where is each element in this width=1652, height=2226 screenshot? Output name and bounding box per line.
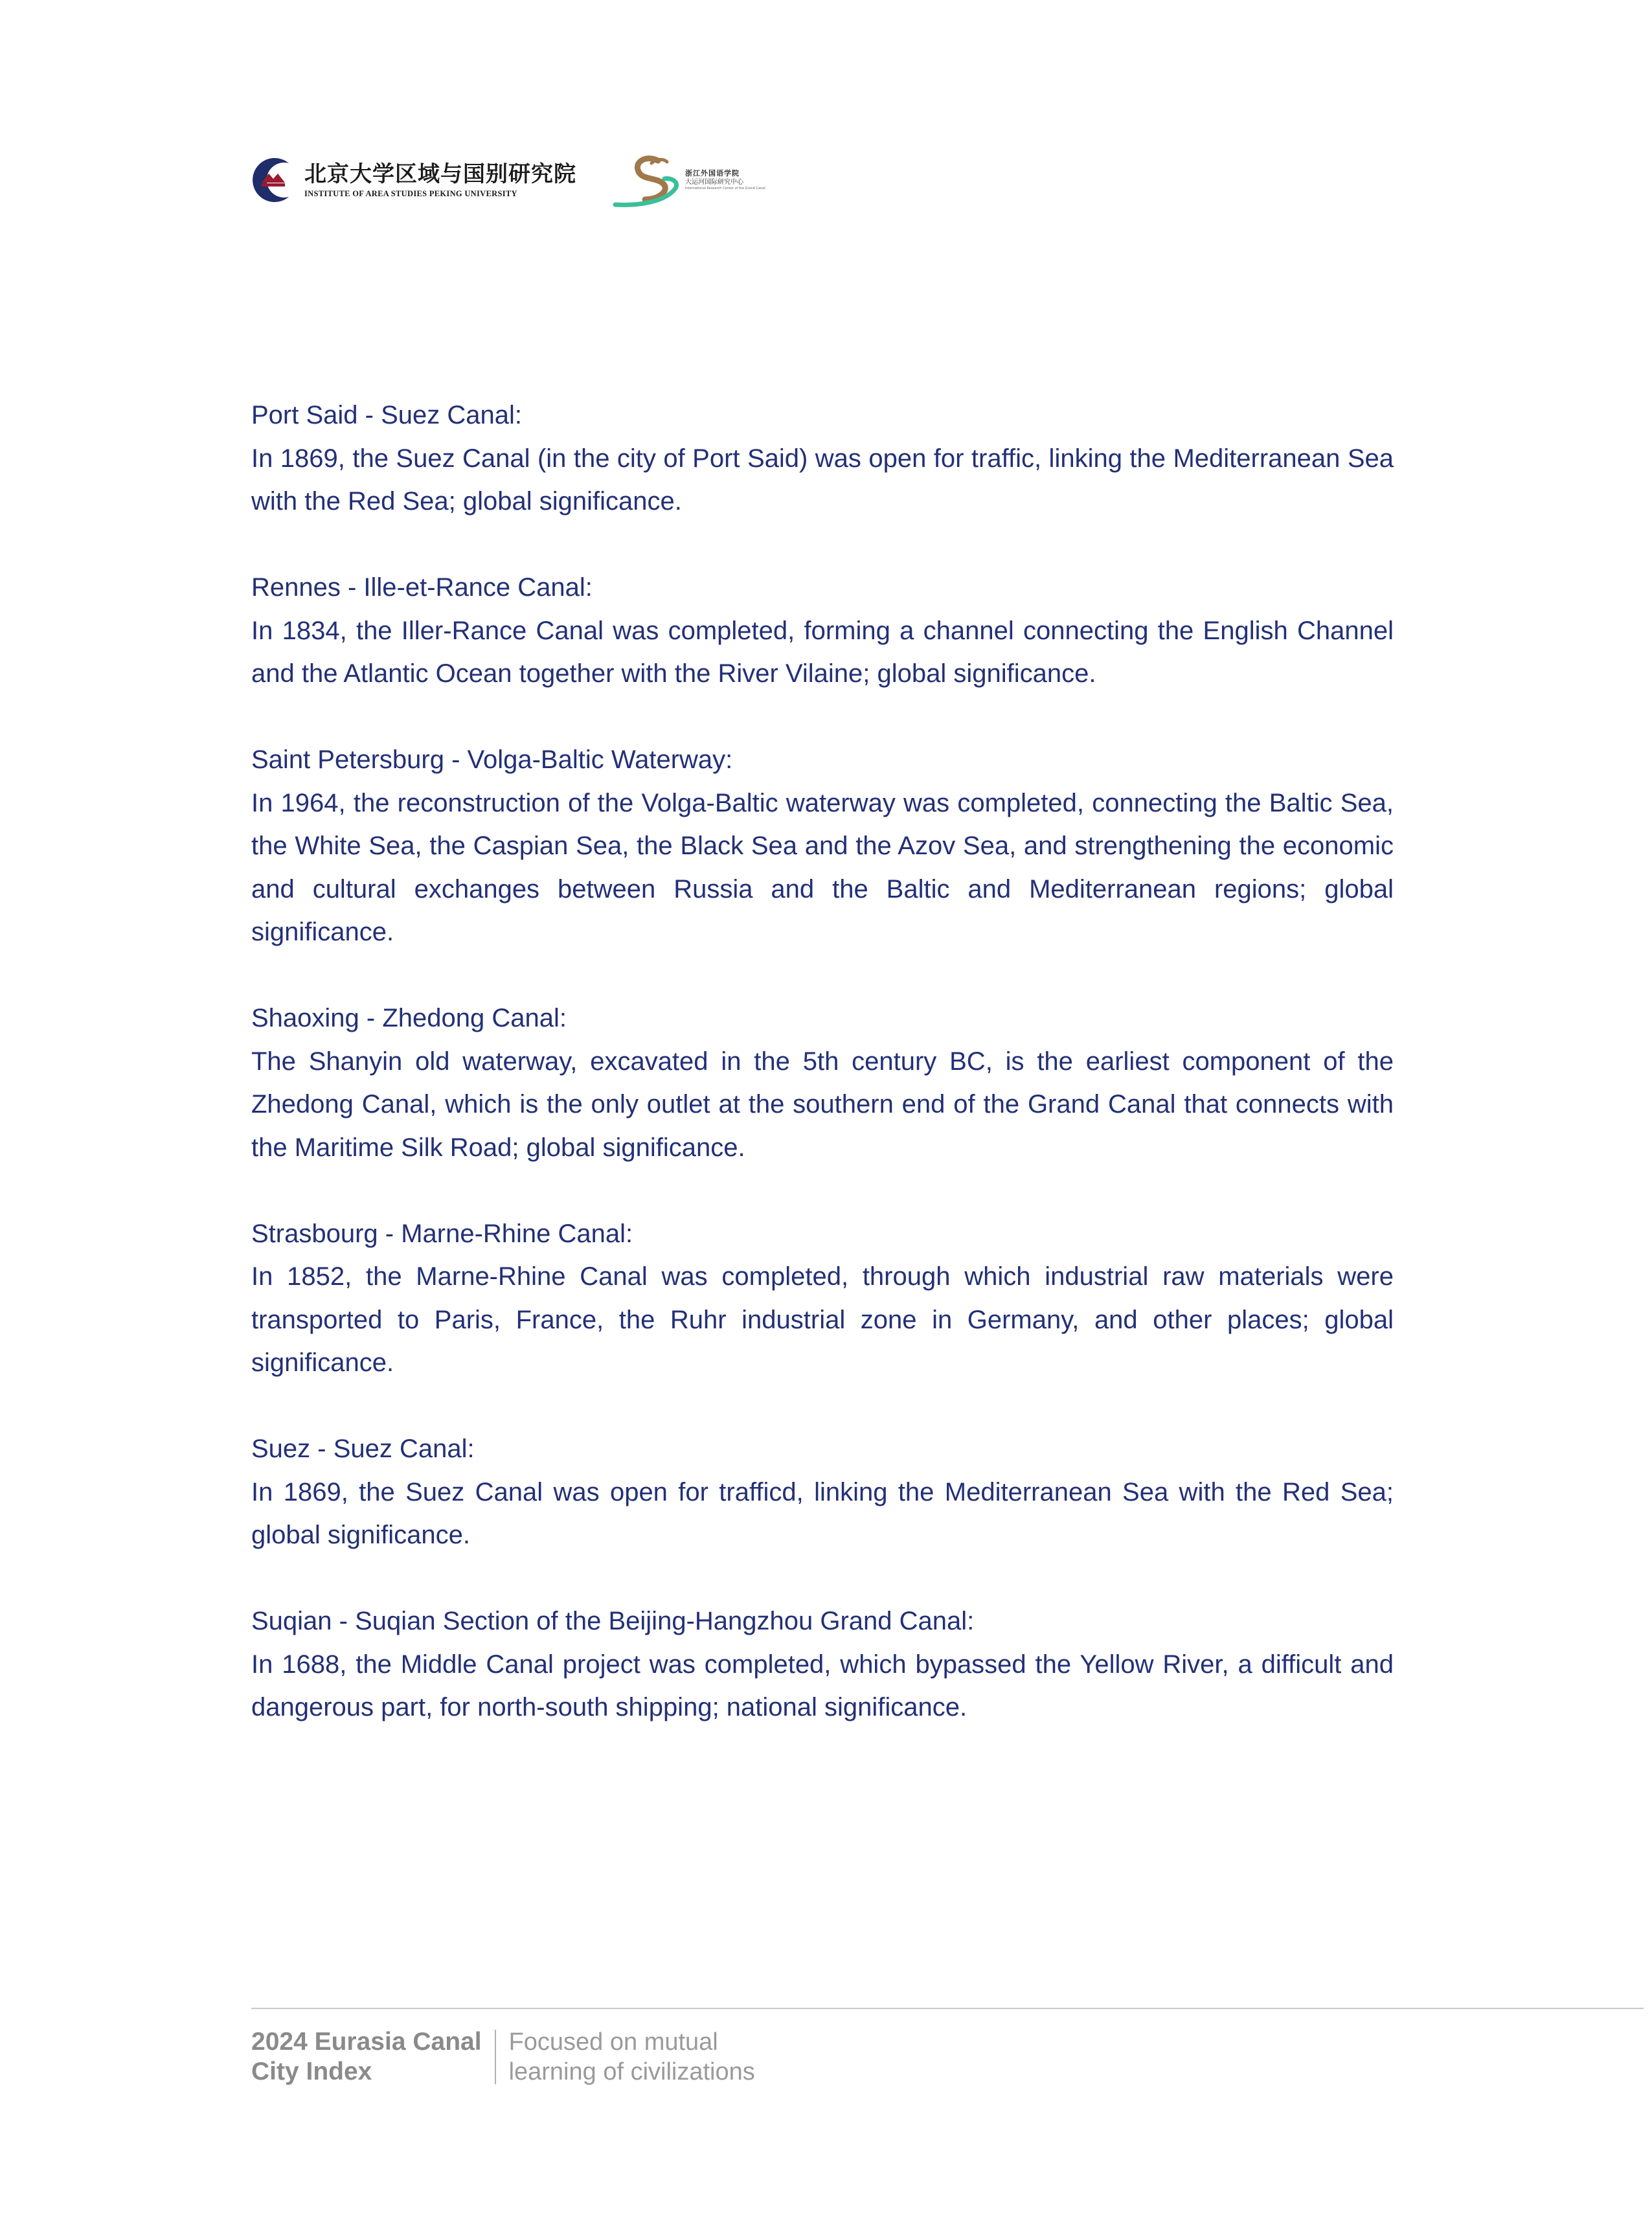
footer-title-line1: 2024 Eurasia Canal	[251, 2028, 482, 2056]
footer-vertical-divider	[495, 2030, 496, 2084]
entry-title: Rennes - Ille-et-Rance Canal:	[251, 573, 593, 602]
entry-description: The Shanyin old waterway, excavated in the 5th century BC, is the earliest component of the Zhedong Canal, which is the only outlet at the southern end of the Grand Canal that connects with the Maritime Silk Road; global significance.	[251, 1047, 1394, 1162]
footer-title-line2: City Index	[251, 2058, 372, 2085]
canal-city-entries	[251, 394, 1394, 1772]
header-logos	[251, 148, 765, 212]
pku-name-en: INSTITUTE OF AREA STUDIES PEKING UNIVERSITY	[304, 189, 517, 198]
entry-description: In 1869, the Suez Canal (in the city of Port Said) was open for traffic, linking the Mediterranean Sea with the Red Sea; global significance.	[251, 444, 1394, 516]
entry-port-said	[251, 394, 1394, 523]
footer-tagline-line2: learning of civilizations	[508, 2058, 755, 2085]
center-name-cn-line2: 大运河国际研究中心	[685, 179, 743, 186]
entry-title: Saint Petersburg - Volga-Baltic Waterway:	[251, 745, 733, 774]
entry-description: In 1964, the reconstruction of the Volga-Baltic waterway was completed, connecting the Baltic Sea, the White Sea, the Caspian Sea, the Black Sea and the Azov Sea, and strengthening the economic and cultural exchanges between Russia and the Baltic and Mediterranean regions; global significance.	[251, 788, 1394, 946]
entry-saint-petersburg	[251, 738, 1394, 954]
page-footer	[251, 2027, 755, 2087]
entry-suqian	[251, 1600, 1394, 1729]
footer-tagline	[509, 2027, 755, 2087]
footer-tagline-line1: Focused on mutual	[508, 2028, 718, 2056]
pku-institute-logo	[251, 154, 576, 206]
footer-report-title	[251, 2027, 482, 2087]
entry-rennes	[251, 566, 1394, 696]
entry-description: In 1852, the Marne-Rhine Canal was completed, through which industrial raw materials were transported to Paris, France, the Ruhr industrial zone in Germany, and other places; global significance.	[251, 1262, 1394, 1377]
entry-title: Suez - Suez Canal:	[251, 1435, 475, 1463]
entry-strasbourg	[251, 1212, 1394, 1385]
entry-shaoxing	[251, 997, 1394, 1169]
footer-divider-line	[251, 2008, 1644, 2009]
pku-name-cn: 北京大学区域与国别研究院	[304, 161, 576, 187]
canal-swirl-emblem-icon	[613, 149, 697, 211]
center-name-en: International Research Center of the Grand Canal	[685, 187, 765, 190]
entry-title: Shaoxing - Zhedong Canal:	[251, 1004, 567, 1032]
entry-title: Suqian - Suqian Section of the Beijing-Hangzhou Grand Canal:	[251, 1607, 975, 1635]
entry-description: In 1834, the Iller-Rance Canal was completed, forming a channel connecting the English Channel and the Atlantic Ocean together with the River Vilaine; global significance.	[251, 616, 1394, 688]
canal-research-center-logo	[613, 149, 765, 211]
pku-emblem-icon	[251, 154, 298, 206]
center-name-cn-line1: 浙江外国语学院	[685, 169, 740, 177]
entry-description: In 1688, the Middle Canal project was completed, which bypassed the Yellow River, a difficult and dangerous part, for north-south shipping; national significance.	[251, 1650, 1394, 1721]
entry-title: Strasbourg - Marne-Rhine Canal:	[251, 1219, 633, 1248]
entry-description: In 1869, the Suez Canal was open for trafficd, linking the Mediterranean Sea with the Red Sea; global significance.	[251, 1477, 1394, 1549]
entry-title: Port Said - Suez Canal:	[251, 401, 522, 429]
entry-suez	[251, 1427, 1394, 1557]
